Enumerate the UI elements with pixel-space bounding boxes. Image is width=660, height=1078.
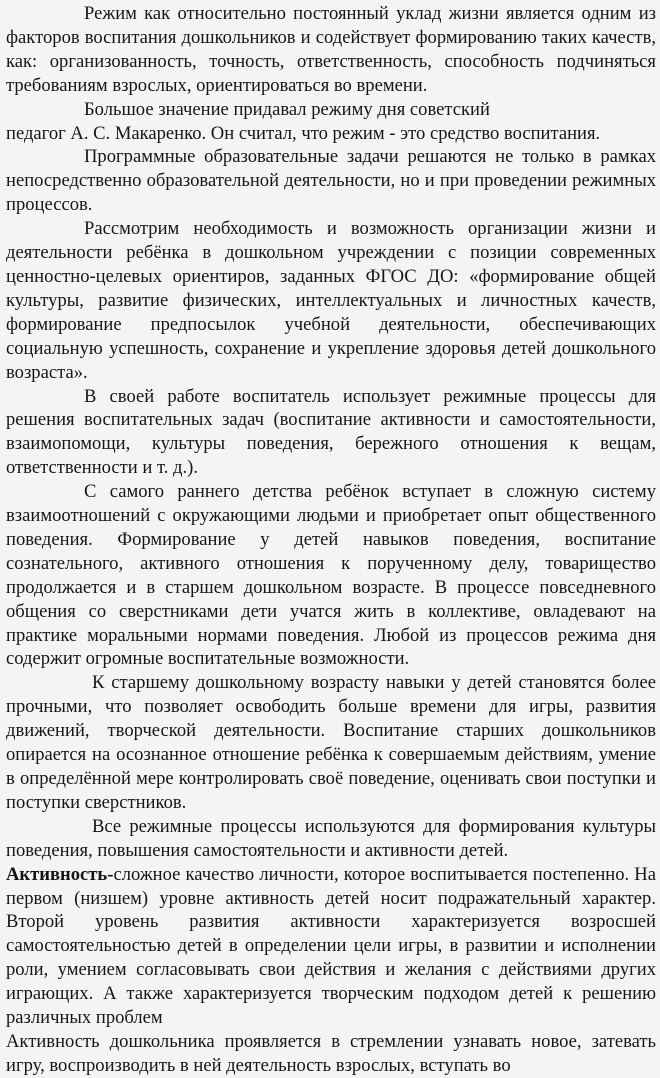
makarenko-line-1: Большое значение придавал режиму дня советский	[84, 98, 490, 120]
makarenko-line-2: педагог А. С. Макаренко. Он считал, что режим - это средство воспитания.	[6, 122, 601, 144]
paragraph-activity-manifestation: Активность дошкольника проявляется в стремлении узнавать новое, затевать игру, воспроизводить в ней деятельность взрослых, вступать во	[6, 1030, 656, 1076]
paragraph-older-preschool: К старшему дошкольному возрасту навыки у детей становятся более прочными, что позволяет освободить больше времени для игры, развития движений, творческой деятельности. Воспитание старших дошкольников опирается на осознанное отношение ребёнка к совершаемым действиям, умение в определённой мере контролировать своё поведение, оценивать свои поступки и поступки сверстников.	[6, 672, 656, 813]
activity-definition-text: сложное качество личности, которое воспитывается постепенно. На первом (низшем) уровне активность детей носит подражательный характер. Второй уровень развития активности характеризуется возросшей самостоятельностью детей в определении цели игры, в развитии и исполнении роли, умением согласовывать свои действия и желания с действиями других играющих. А также характеризуется творческим подходом детей к решению различных проблем	[6, 863, 656, 1029]
paragraph-regime-processes: В своей работе воспитатель использует режимные процессы для решения воспитательных задач (воспитание активности и самостоятельности, взаимопомощи, культуры поведения, бережного отношения к вещам, ответственности и т. д.).	[6, 385, 656, 479]
paragraph-program-tasks: Программные образовательные задачи решаются не только в рамках непосредственно образовательной деятельности, но и при проведении режимных процессов.	[6, 146, 656, 216]
paragraph-early-childhood: С самого раннего детства ребёнок вступает в сложную систему взаимоотношений с окружающими людьми и приобретает опыт общественного поведения. Формирование у детей навыков поведения, воспитание сознательного, активного отношения к порученному делу, товарищество продолжается и в старшем дошкольном возрасте. В процессе повседневного общения со сверстниками дети учатся жить в коллективе, овладевают на практике моральными нормами поведения. Любой из процессов режима дня содержит огромные воспитательные возможности.	[6, 481, 656, 670]
activity-term: Активность-	[6, 863, 114, 885]
paragraph-fgos: Рассмотрим необходимость и возможность организации жизни и деятельности ребёнка в дошкольном учреждении с позиции современных ценностно-целевых ориентиров, заданных ФГОС ДО: «формирование общей культуры, развитие физических, интеллектуальных и личностных качеств, формирование предпосылок учебной деятельности, обеспечивающих социальную успешность, сохранение и укрепление здоровья детей дошкольного возраста».	[6, 218, 656, 383]
paragraph-all-processes: Все режимные процессы используются для формирования культуры поведения, повышения самостоятельности и активности детей.	[6, 815, 656, 861]
paragraph-makarenko	[6, 98, 656, 146]
paragraph-regime-definition: Режим как относительно постоянный уклад жизни является одним из факторов воспитания дошкольников и содействует формированию таких качеств, как: организованность, точность, ответственность, способность подчиняться требованиям взрослых, ориентироваться во времени.	[6, 3, 656, 96]
paragraph-activity-definition	[6, 863, 656, 1030]
